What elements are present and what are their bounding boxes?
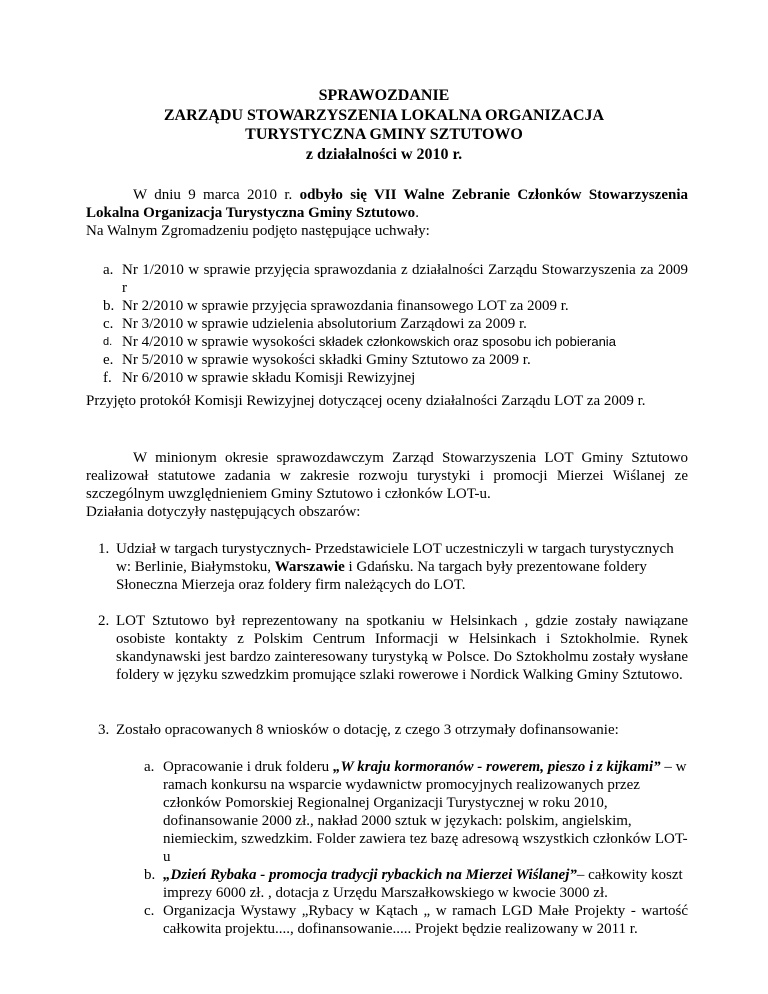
areas-list-2 — [86, 612, 688, 684]
intro-paragraph: W dniu 9 marca 2010 r. odbyło się VII Walne Zebranie Członków Stowarzyszenia Lokalna Organizacja Turystyczna Gminy Sztutowo. — [86, 187, 688, 221]
list-item: 1. Udział w targach turystycznych- Przedstawiciele LOT uczestniczyli w targach turystycznych w: Berlinie, Białymstoku, Warszawie i Gdańsku. Na targach były prezentowane foldery Słoneczna Mierzeja oraz foldery firm należących do LOT. — [98, 541, 674, 593]
period-section — [86, 449, 688, 521]
list-item: d. Nr 4/2010 w sprawie wysokości składek członkowskich oraz sposobu ich pobierania — [103, 334, 616, 350]
list-item: c. Nr 3/2010 w sprawie udzielenia absolutorium Zarządowi za 2009 r. — [103, 316, 527, 332]
list-item: 3. Zostało opracowanych 8 wniosków o dotację, z czego 3 otrzymały dofinansowanie: — [98, 722, 619, 738]
list-item: a. Nr 1/2010 w sprawie przyjęcia sprawozdania z działalności Zarządu Stowarzyszenia za 2009 r — [103, 262, 688, 296]
list-item: c. Organizacja Wystawy „Rybacy w Kątach „ w ramach LGD Małe Projekty - wartość całkowita projektu...., dofinansowanie..... Projekt będzie realizowany w 2011 r. — [144, 903, 688, 937]
grants-list — [86, 758, 688, 866]
list-item: e. Nr 5/2010 w sprawie wysokości składki Gminy Sztutowo za 2009 r. — [103, 352, 531, 368]
protocol-paragraph: Przyjęto protokół Komisji Rewizyjnej dotyczącej oceny działalności Zarządu LOT za 2009 r. — [86, 393, 646, 409]
intro-section — [86, 186, 688, 240]
areas-list-3 — [86, 721, 688, 739]
list-item: 2. LOT Sztutowo był reprezentowany na spotkaniu w Helsinkach , gdzie zostały nawiązane osobiste kontakty z Polskim Centrum Informacji w Helsinkach i Sztokholmie. Rynek skandynawski jest bardzo zainteresowany turystyką w Polsce. Do Sztokholmu zostały wysłane foldery w języku szwedzkim promujące szlaki rowerowe i Nordick Walking Gminy Sztutowo. — [98, 613, 688, 683]
list-item: a. Opracowanie i druk folderu „W kraju kormoranów - rowerem, pieszo i z kijkami” – w ramach konkursu na wsparcie wydawnictw promocyjnych realizowanych przez członków Pomorskiej Regionalnej Organizacji Turystycznej w roku 2010, dofinansowanie 2000 zł., nakład 2000 sztuk w językach: polskim, angielskim, niemieckim, szwedzkim. Folder zawiera tez bazę adresową wszystkich członków LOT-u — [144, 759, 688, 865]
title-line-3: TURYSTYCZNA GMINY SZTUTOWO — [245, 126, 523, 143]
grants-list-2 — [86, 866, 688, 938]
title-line-4: z działalności w 2010 r. — [305, 145, 463, 163]
list-item: b. Nr 2/2010 w sprawie przyjęcia sprawozdania finansowego LOT za 2009 r. — [103, 298, 569, 314]
period-line-2: Działania dotyczyły następujących obszarów: — [86, 504, 361, 520]
period-paragraph: W minionym okresie sprawozdawczym Zarząd Stowarzyszenia LOT Gminy Sztutowo realizował statutowe zadania w zakresie rozwoju turystyki i promocji Mierzei Wiślanej ze szczególnym uwzględnieniem Gminy Sztutowo i członków LOT-u. — [86, 450, 688, 502]
resolutions-list — [86, 261, 688, 387]
list-item: f. Nr 6/2010 w sprawie składu Komisji Rewizyjnej — [103, 370, 416, 386]
title-line-2: ZARZĄDU STOWARZYSZENIA LOKALNA ORGANIZACJA — [163, 106, 605, 124]
list-item: b. „Dzień Rybaka - promocja tradycji rybackich na Mierzei Wiślanej”– całkowity koszt imprezy 6000 zł. , dotacja z Urzędu Marszałkowskiego w kwocie 3000 zł. — [144, 867, 683, 901]
title-line-1: SPRAWOZDANIE — [318, 87, 450, 104]
areas-list — [86, 540, 688, 594]
report-title — [0, 86, 768, 164]
intro-line-2: Na Walnym Zgromadzeniu podjęto następujące uchwały: — [86, 223, 430, 239]
